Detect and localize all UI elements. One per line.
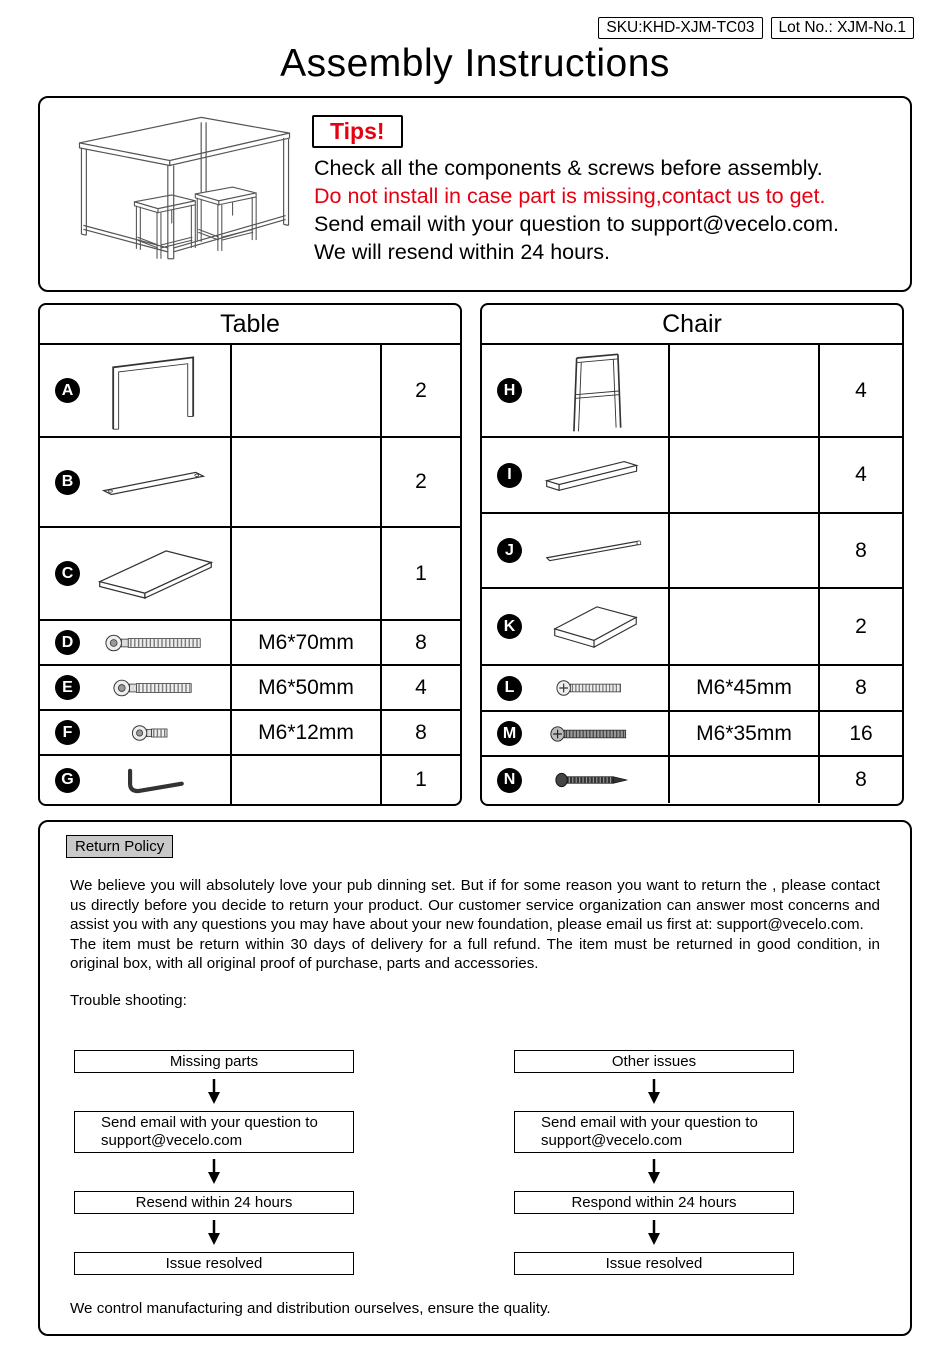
part-badge: C <box>55 561 80 586</box>
table-parts-title: Table <box>40 305 460 345</box>
part-qty: 1 <box>415 561 427 585</box>
part-spec: M6*70mm <box>232 621 382 664</box>
part-badge: E <box>55 675 80 700</box>
part-qty: 4 <box>415 675 427 699</box>
part-qty: 8 <box>855 768 867 791</box>
return-policy-label: Return Policy <box>66 835 173 858</box>
flow-step-box: Issue resolved <box>514 1252 794 1275</box>
part-spec <box>232 345 382 436</box>
part-image-cell <box>40 438 232 526</box>
part-row-d <box>40 621 460 666</box>
part-image-cell <box>482 666 670 710</box>
chair-stretcher-icon <box>522 454 668 496</box>
lot-number-tag: Lot No.: XJM-No.1 <box>771 17 915 39</box>
part-image-cell <box>482 345 670 436</box>
chair-rod-icon <box>522 534 668 568</box>
part-spec: M6*45mm <box>670 666 820 710</box>
part-row-m <box>482 712 902 757</box>
flowchart-other-issues <box>514 1050 794 1275</box>
part-image-cell <box>40 666 232 709</box>
down-arrow-icon <box>646 1220 662 1246</box>
part-image-cell <box>40 756 232 804</box>
part-image-cell <box>482 514 670 587</box>
part-image-cell <box>40 621 232 664</box>
bolt-icon <box>522 677 668 699</box>
flow-step-box: Respond within 24 hours <box>514 1191 794 1214</box>
part-row-l <box>482 666 902 712</box>
down-arrow-icon <box>646 1159 662 1185</box>
page-title: Assembly Instructions <box>280 42 670 85</box>
part-badge: A <box>55 378 80 403</box>
down-arrow-icon <box>646 1079 662 1105</box>
part-spec <box>670 514 820 587</box>
part-spec <box>670 345 820 436</box>
part-badge: F <box>55 720 80 745</box>
part-row-n <box>482 757 902 803</box>
part-row-h <box>482 345 902 438</box>
bolt-icon <box>80 631 230 655</box>
part-qty: 8 <box>855 676 867 699</box>
part-spec <box>232 756 382 804</box>
tips-text-block <box>314 154 839 266</box>
flow-step-box: Resend within 24 hours <box>74 1191 354 1214</box>
part-badge: H <box>497 378 522 403</box>
part-image-cell <box>40 711 232 754</box>
part-row-k <box>482 589 902 666</box>
part-spec <box>670 589 820 664</box>
part-qty: 2 <box>415 378 427 402</box>
part-image-cell <box>482 757 670 803</box>
part-image-cell <box>482 712 670 755</box>
part-row-c <box>40 528 460 621</box>
tips-section <box>38 96 912 292</box>
part-spec <box>232 438 382 526</box>
part-badge: B <box>55 470 80 495</box>
part-badge: I <box>497 463 522 488</box>
down-arrow-icon <box>206 1159 222 1185</box>
quality-note: We control manufacturing and distribution ourselves, ensure the quality. <box>70 1300 551 1317</box>
chair-parts-list <box>480 303 904 806</box>
flow-step-box: Send email with your question to support@vecelo.com <box>74 1111 354 1153</box>
pub-table-two-stools-illustration <box>52 102 317 282</box>
part-qty: 1 <box>415 768 427 791</box>
tips-line-1: Check all the components & screws before assembly. <box>314 156 823 180</box>
short-bolt-icon <box>80 721 230 745</box>
table-top-icon <box>80 543 230 605</box>
part-badge: J <box>497 538 522 563</box>
part-qty: 8 <box>855 538 867 562</box>
stretcher-bar-icon <box>80 463 230 501</box>
chair-parts-title: Chair <box>482 305 902 345</box>
part-spec: M6*50mm <box>232 666 382 709</box>
header-tags <box>598 17 914 39</box>
return-policy-text <box>70 876 880 1010</box>
part-qty: 2 <box>855 614 867 638</box>
part-qty: 2 <box>415 470 427 493</box>
part-spec <box>670 757 820 803</box>
part-spec <box>670 438 820 512</box>
allen-key-icon <box>80 762 230 798</box>
part-row-f <box>40 711 460 756</box>
part-badge: G <box>55 768 80 793</box>
chair-leg-frame-icon <box>522 347 668 435</box>
return-policy-paragraph-1: We believe you will absolutely love your pub dinning set. But if for some reason you want to return the , please contact us directly before you decide to return your product. Our customer service organization can answer most concerns and assist you with any questions you may have about your new foundation, please email us first at: support@vecelo.com. <box>70 877 880 933</box>
part-row-g <box>40 756 460 804</box>
part-row-j <box>482 514 902 589</box>
flowchart-missing-parts <box>74 1050 354 1275</box>
return-policy-section <box>38 820 912 1336</box>
flow-step-box: Missing parts <box>74 1050 354 1073</box>
part-qty: 16 <box>849 721 873 745</box>
flow-step-box: Other issues <box>514 1050 794 1073</box>
part-badge: M <box>497 721 522 746</box>
part-spec <box>232 528 382 619</box>
part-spec: M6*35mm <box>670 712 820 755</box>
tips-line-2-warning: Do not install in case part is missing,contact us to get. <box>314 184 826 208</box>
down-arrow-icon <box>206 1079 222 1105</box>
tips-line-3: Send email with your question to support@vecelo.com. <box>314 212 839 236</box>
part-image-cell <box>482 438 670 512</box>
part-badge: D <box>55 630 80 655</box>
part-badge: K <box>497 614 522 639</box>
part-image-cell <box>40 528 232 619</box>
return-policy-paragraph-2: The item must be return within 30 days of delivery for a full refund. The item must be returned in good condition, in original box, with all original proof of purchase, parts and accessories. <box>70 935 880 972</box>
part-qty: 4 <box>855 378 867 402</box>
part-image-cell <box>40 345 232 436</box>
part-row-a <box>40 345 460 438</box>
down-arrow-icon <box>206 1220 222 1246</box>
flow-step-box: Issue resolved <box>74 1252 354 1275</box>
table-leg-frame-icon <box>80 348 230 434</box>
part-qty: 8 <box>415 720 427 744</box>
part-qty: 8 <box>415 630 427 654</box>
part-badge: L <box>497 676 522 701</box>
table-parts-list <box>38 303 462 806</box>
screw-icon <box>522 769 668 791</box>
part-row-b <box>40 438 460 528</box>
bolt-icon <box>522 723 668 745</box>
part-badge: N <box>497 768 522 793</box>
troubleshooting-label: Trouble shooting: <box>70 991 187 1009</box>
part-image-cell <box>482 589 670 664</box>
tips-line-4: We will resend within 24 hours. <box>314 240 610 264</box>
tips-heading: Tips! <box>312 115 403 148</box>
part-spec: M6*12mm <box>232 711 382 754</box>
sku-tag: SKU:KHD-XJM-TC03 <box>598 17 762 39</box>
part-row-e <box>40 666 460 711</box>
flow-step-box: Send email with your question to support@vecelo.com <box>514 1111 794 1153</box>
bolt-icon <box>80 676 230 700</box>
seat-board-icon <box>522 600 668 654</box>
part-qty: 4 <box>855 463 867 486</box>
part-row-i <box>482 438 902 514</box>
